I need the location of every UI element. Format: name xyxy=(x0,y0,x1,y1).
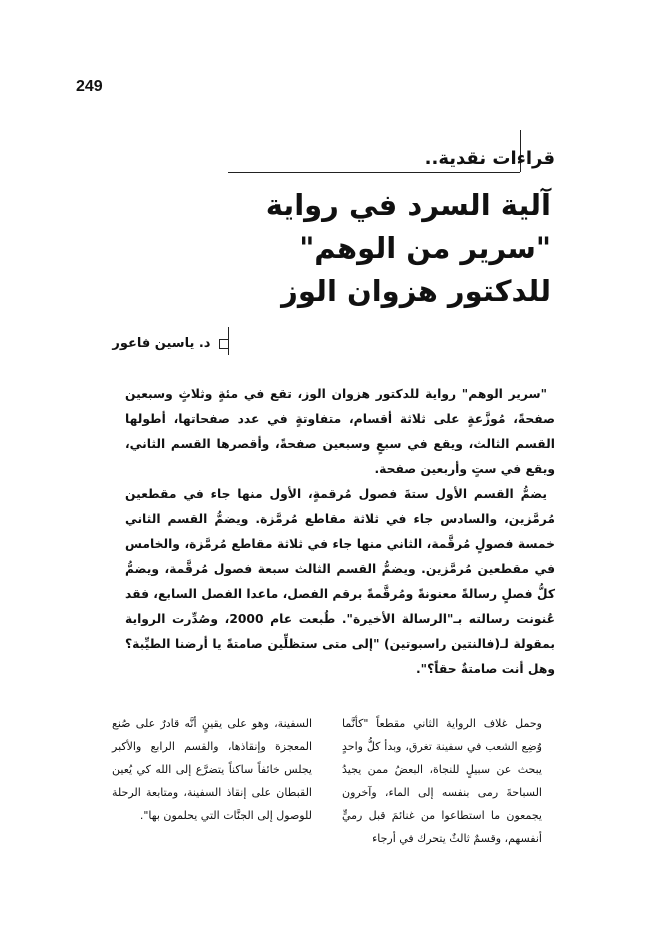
section-rule xyxy=(228,172,520,173)
intro-paragraph-2: يضمُّ القسم الأول ستةَ فصول مُرقمةٍ، الأول منها جاء في مقطعين مُرمَّزين، والسادس جاء في ثلاثة مقاطع مُرمَّزة. ويضمُّ القسم الثاني خمسة فصولٍ مُرقَّمة، الثاني منها جاء في ثلاثة مقاطع مُرمَّزة، والخامس في مقطعين مُرمَّزين. ويضمُّ القسم الثالث سبعة فصول مُرقَّمة، ويضمُّ كلُّ فصلٍ رسالةً معنونةً ومُرقَّمةً برقم الفصل، ماعدا الفصل السابع، فقد عُنونت رسالته بـ"الرسالة الأخيرة". طُبعت عام 2000، وصُدِّرت الرواية بمقولة لـ(فالنتين راسبوتين) "إلى متى ستظلِّين صامتةً يا أرضنا الطيِّبة؟ وهل أنت صامتةٌ حقاً؟". xyxy=(125,487,555,676)
article-title xyxy=(171,184,551,313)
two-column-body xyxy=(112,712,542,845)
intro-text xyxy=(125,382,555,682)
page-number: 249 xyxy=(76,78,103,95)
square-bullet-icon xyxy=(219,339,229,349)
title-line-2: "سرير من الوهم" xyxy=(299,231,551,265)
intro-paragraph-1: "سرير الوهم" رواية للدكتور هزوان الوز، تقع في مئةٍ وثلاثٍ وسبعين صفحةً، مُوزَّعةٍ على ثلاثة أقسام، متفاوتةٍ في عدد صفحاتها، أطولها القسم الثالث، ويقع في سبعٍ وسبعين صفحةً، وأقصرها القسم الثاني، ويقع في ستٍ وأربعين صفحة. xyxy=(125,387,555,476)
title-line-1: آلية السرد في رواية xyxy=(265,188,551,222)
author-name: د. ياسين فاعور xyxy=(112,336,211,351)
column-left: السفينة، وهو على يقينٍ أنَّه قادرٌ على صُنع المعجزة وإنقاذها، والقسم الرابع والأكبر يجلس خائفاً ساكناً يتضرَّع إلى الله كي يُعين القبطان على إنقاذ السفينة، ومتابعة الرحلة للوصول إلى الجنَّات التي يحلمون بها". xyxy=(112,717,312,822)
column-right: وحمل غلاف الرواية الثاني مقطعاً "كأنَّما وُضِع الشعب في سفينة تغرق، وبدأ كلُّ واحدٍ يبحث عن سبيلٍ للنجاة، البعضُ ممن يجيدُ السباحةَ رمى بنفسه إلى الماء، وآخرون يجمعون ما استطاعوا من غنائمَ قبل رميٍّ أنفسهم، وقسمٌ ثالثٌ يتحرك في أرجاء xyxy=(342,717,542,845)
author-byline xyxy=(112,336,229,351)
title-line-3: للدكتور هزوان الوز xyxy=(281,274,551,308)
section-label: قراءات نقدية.. xyxy=(424,148,555,169)
